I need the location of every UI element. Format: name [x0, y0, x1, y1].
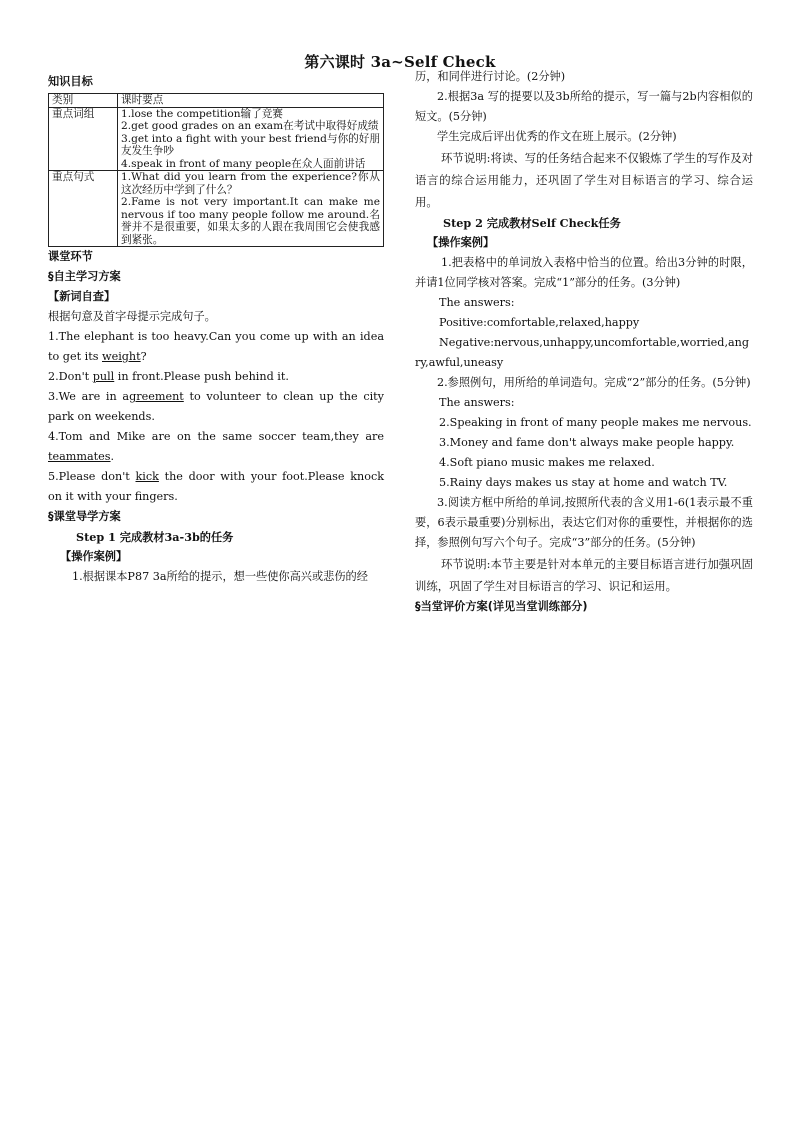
answer-sentence: 4.Soft piano music makes me relaxed.	[439, 456, 655, 469]
exercise-item-5	[48, 467, 384, 507]
knowledge-goal-heading: 知识目标	[48, 75, 93, 88]
sentence-item: 1.What did you learn from the experience?你从这次经历中学到了什么？	[121, 171, 380, 196]
exercise-text: 1.The elephant is too heavy.Can you come up with an idea to get its	[48, 330, 384, 363]
answer-sentence: 2.Speaking in front of many people makes me nervous.	[439, 416, 752, 429]
exercise-text: the door with your foot.Please knock on it with your fingers.	[48, 470, 385, 503]
answers-label: The answers:	[439, 296, 515, 309]
table-category-cell: 重点词组	[49, 107, 118, 171]
exercise-item-4	[48, 427, 384, 467]
exercise-item-3	[48, 387, 384, 427]
exercise-text: 4.Tom and Mike are on the same soccer team,they are	[48, 430, 384, 443]
exercise-text: 3.We are in a	[48, 390, 130, 403]
class-link-heading: 课堂环节	[48, 250, 93, 263]
table-category-cell: 重点句式	[49, 171, 118, 247]
note-label: 环节说明:	[441, 557, 491, 571]
page-title: 第六课时 3a~Self Check	[304, 53, 496, 71]
right-column	[415, 67, 753, 617]
task1-text: 1.根据课本P87 3a所给的提示，想一些使你高兴或悲伤的经	[72, 570, 368, 583]
new-words-heading: 【新词自查】	[48, 290, 116, 303]
table-header-points: 课时要点	[118, 94, 384, 108]
exercise-text: 5.Please don't	[48, 470, 136, 483]
guide-heading: §课堂导学方案	[48, 510, 121, 523]
step2-heading: Step 2 完成教材Self Check任务	[443, 216, 621, 230]
answer-word: kick	[135, 470, 159, 483]
note2	[415, 553, 753, 597]
exercise-text: to volunteer to clean up the city park on weekends.	[48, 390, 384, 423]
task1-continuation: 历，和同伴进行讨论。(2分钟)	[415, 70, 566, 83]
phrase-item: 1.lose the competition输了竞赛	[121, 107, 283, 120]
answer-sentence: 3.Money and fame don't always make people happy.	[439, 436, 735, 449]
answer-word: pull	[92, 370, 115, 383]
evaluation-heading: §当堂评价方案(详见当堂训练部分)	[415, 600, 588, 613]
exercise-text: 2.Don't	[48, 370, 93, 383]
note-text: 将读、写的任务结合起来不仅锻炼了学生的写作及对语言的综合运用能力，还巩固了学生对目标语言的学习、综合运用。	[415, 151, 753, 209]
table-header-row	[49, 94, 384, 108]
table-row	[49, 171, 384, 247]
exercise-item-2	[48, 367, 384, 387]
selfcheck-task-2: 2.参照例句，用所给的单词造句。完成“2”部分的任务。(5分钟)	[437, 376, 751, 389]
exercise-text: in front.Please push behind it.	[114, 370, 289, 383]
phrase-item: 4.speak in front of many people在众人面前讲话	[121, 157, 366, 170]
case2-heading: 【操作案例】	[427, 236, 495, 249]
answer-word: weight	[102, 350, 141, 363]
answer-sentence: 5.Rainy days makes us stay at home and watch TV.	[439, 476, 728, 489]
note-text: 本节主要是针对本单元的主要目标语言进行加强巩固训练，巩固了学生对目标语言的学习、识记和运用。	[415, 557, 753, 593]
answers-label: The answers:	[439, 396, 515, 409]
answer-word: teammates	[48, 450, 111, 463]
step1-heading: Step 1 完成教材3a-3b的任务	[76, 530, 234, 544]
note1	[415, 147, 753, 213]
negative-answers: Negative:nervous,unhappy,uncomfortable,worried,angry,awful,uneasy	[415, 336, 750, 369]
self-study-heading: §自主学习方案	[48, 270, 121, 283]
table-row	[49, 107, 384, 171]
task3-text: 学生完成后评出优秀的作文在班上展示。(2分钟)	[437, 130, 677, 143]
selfcheck-task-1: 1.把表格中的单词放入表格中恰当的位置。给出3分钟的时限，并请1位同学核对答案。完成“1”部分的任务。(3分钟)	[415, 256, 753, 289]
table-points-cell	[118, 171, 384, 247]
phrase-item: 3.get into a fight with your best friend与你的好朋友发生争吵	[121, 132, 380, 157]
positive-answers: Positive:comfortable,relaxed,happy	[439, 316, 640, 329]
exercise-text: ?	[140, 350, 147, 363]
case1-heading: 【操作案例】	[60, 550, 128, 563]
selfcheck-task-3: 3.阅读方框中所给的单词,按照所代表的含义用1-6(1表示最不重要，6表示最重要)分别标出，表达它们对你的重要性，并根据你的选择，参照例句写六个句子。完成“3”部分的任务。(5分钟)	[415, 496, 753, 549]
instruction-text: 根据句意及首字母提示完成句子。	[48, 310, 216, 323]
left-column	[48, 72, 384, 587]
sentence-item: 2.Fame is not very important.It can make me nervous if too many people follow me around.名誉并不是很重要，如果太多的人跟在我周围它会使我感到紧张。	[121, 196, 380, 246]
knowledge-table	[48, 93, 384, 247]
exercise-item-1	[48, 327, 384, 367]
answer-word: greement	[129, 390, 184, 403]
note-label: 环节说明:	[441, 151, 491, 165]
exercise-text: .	[110, 450, 115, 463]
task2-text: 2.根据3a 写的提要以及3b所给的提示，写一篇与2b内容相似的短文。(5分钟)	[415, 90, 753, 123]
table-points-cell	[118, 107, 384, 171]
phrase-item: 2.get good grades on an exam在考试中取得好成绩	[121, 120, 379, 132]
table-header-category: 类别	[49, 94, 118, 108]
